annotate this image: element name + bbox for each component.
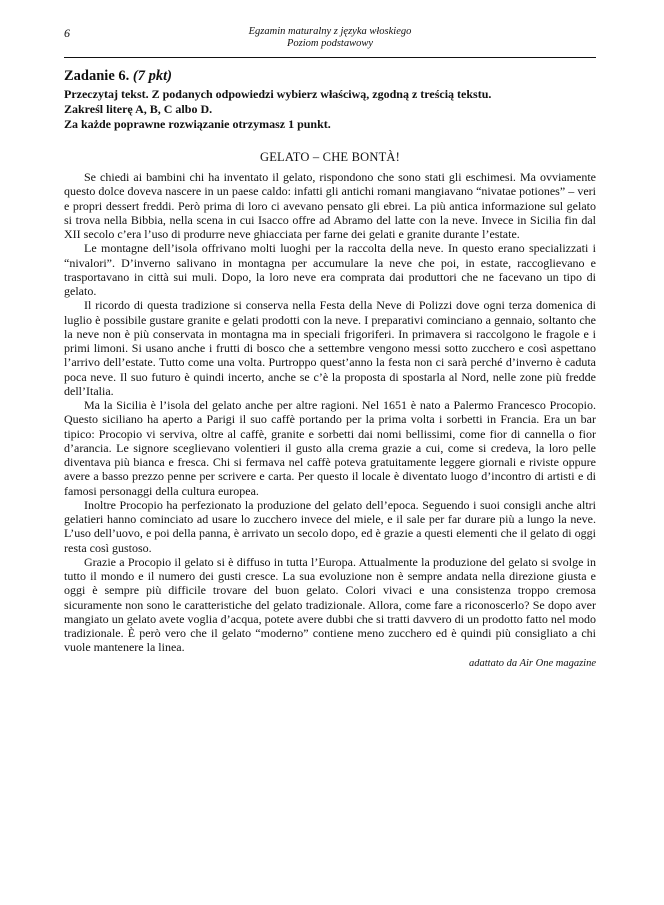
- article-paragraph: Grazie a Procopio il gelato si è diffuso in tutta l’Europa. Attualmente la produzione del gelato si svolge in tutto il mondo e il numero dei gusti cresce. La sua evoluzione non è sempre andata nella direzione giusta e oggi è sempre più difficile trovare del buon gelato. Colori vivaci e una consistenza troppo cremosa sicuramente non sono le caratteristiche del gelato tradizionale. Allora, come fare a riconoscerlo? Se dopo aver mangiato un gelato avete voglia d’acqua, potete avere dubbi che si tratti davvero di un prodotto fatto nel modo tradizionale. È però vero che il gelato “moderno” contiene meno zucchero ed è quindi più consigliato a chi vuole mantenere la linea.: [64, 554, 596, 655]
- task-points: (7 pkt): [132, 68, 172, 84]
- instruction-scoring: Za każde poprawne rozwiązanie otrzymasz 1 punkt.: [64, 117, 331, 131]
- task-number: Zadanie 6.: [64, 68, 130, 84]
- task-title: [64, 68, 596, 85]
- article-source: adattato da Air One magazine: [469, 657, 596, 669]
- article-paragraph: Le montagne dell’isola offrivano molti luoghi per la raccolta della neve. In questo erano specializzati i “nivalori”. D’inverno salivano in montagna per accumulare la neve che poi, in estate, raccoglievano e trasportavano in città sui muli. Dopo, la loro neve era comprata dai produttori che ne facevano un tipo di gelato.: [64, 241, 596, 298]
- task-section: [64, 68, 596, 132]
- article-title: GELATO – CHE BONTÀ!: [259, 150, 401, 164]
- exam-title: Egzamin maturalny z języka włoskiego: [248, 26, 412, 37]
- article-paragraph: Il ricordo di questa tradizione si conserva nella Festa della Neve di Polizzi dove ogni terza domenica di luglio è possibile gustare granite e gelati prodotti con la neve. I preparativi cominciano a gennaio, soltanto che la neve non è più conservata in montagna ma in speciali frigoriferi. In primavera si raccolgono le fragole e i primi limoni. Si usano anche i frutti di bosco che a settembre vengono messi sotto zucchero e così aspettano l’arrivo dell’estate. Tutto come una volta. Purtroppo quest’anno la festa non ci sarà perché d’inverno è caduta poca neve. Il suo futuro è quindi incerto, anche se c’è la proposta di spostarla al Nord, nelle zone più fredde dell’Italia.: [64, 298, 596, 398]
- header-titles: [64, 26, 596, 50]
- article-paragraph: Inoltre Procopio ha perfezionato la produzione del gelato dell’epoca. Seguendo i suoi consigli anche altri gelatieri hanno cominciato ad usare lo zucchero invece del miele, e il sale per far durare più a lungo la neve. L’uso dell’uovo, e poi della panna, è arrivato un secolo dopo, ed è grazie a questi elementi che il gelato di oggi resta così gustoso.: [64, 497, 596, 555]
- instruction-circle: Zakreśl literę A, B, C albo D.: [64, 102, 213, 116]
- instruction-read: Przeczytaj tekst. Z podanych odpowiedzi wybierz właściwą, zgodną z treścią tekstu.: [64, 87, 492, 101]
- reading-article: [64, 150, 596, 669]
- page-header: [64, 26, 596, 58]
- header-divider: [64, 57, 596, 58]
- exam-level: Poziom podstawowy: [286, 38, 374, 49]
- page-number: 6: [64, 26, 70, 40]
- article-paragraph: Se chiedi ai bambini chi ha inventato il gelato, rispondono che sono stati gli eschimesi. Ma ovviamente questo dolce doveva nascere in un paese caldo: infatti gli antichi romani mangiavano “nivatae potiones” – veri e propri dessert freddi. Però prima di loro ci avevano pensato gli ebrei. La più antica informazione sul gelato si trova nella Bibbia, nella scena in cui Isacco offre ad Abramo del latte con la neve. Invece in Sicilia fin dal XII secolo c’era l’uso di produrre neve ghiacciata per farne dei gelati e granite durante l’estate.: [64, 170, 596, 241]
- article-paragraph: Ma la Sicilia è l’isola del gelato anche per altre ragioni. Nel 1651 è nato a Palermo Francesco Procopio. Questo siciliano ha aperto a Parigi il suo caffè portando per la prima volta i sorbetti in Francia. Era un bar tipico: Procopio vi serviva, oltre al caffè, granite e sorbetti dai nomi bellissimi, come fior di cannella o fior d’arancia. Le signore sceglievano volentieri il gusto alla crema grazie a cui, come si credeva, la loro pelle diventava più bianca e fresca. Chi si fermava nel caffè poteva gratuitamente leggere giornali e riviste oppure avere a basso prezzo penne per scrivere e carta. Per questo il locale è diventato luogo d’incontro di artisti e di famosi personaggi della cultura europea.: [64, 398, 596, 498]
